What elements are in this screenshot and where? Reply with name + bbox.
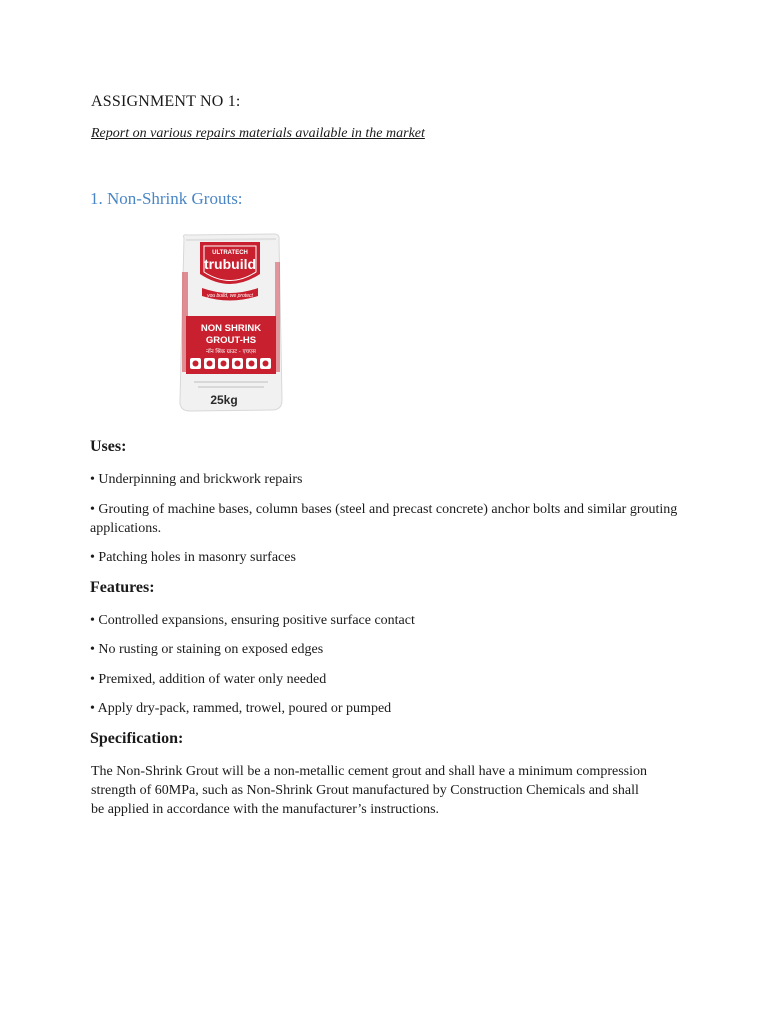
features-item: • Apply dry-pack, rammed, trowel, poured or pumped	[90, 701, 392, 716]
product-line1-text: NON SHRINK	[200, 323, 262, 334]
assignment-title: ASSIGNMENT NO 1:	[91, 93, 241, 110]
specification-heading: Specification:	[90, 730, 184, 747]
report-subtitle: Report on various repairs materials available in the market	[91, 126, 425, 141]
uses-item: • Underpinning and brickwork repairs	[90, 472, 303, 487]
uses-item: • Patching holes in masonry surfaces	[90, 550, 296, 565]
product-line2-text: GROUT-HS	[205, 335, 257, 346]
features-item: • Premixed, addition of water only needed	[90, 672, 327, 687]
hindi-label-text: नॉन श्रिंक ग्राउट - एचएस	[206, 349, 256, 355]
features-item: • No rusting or staining on exposed edges	[90, 642, 324, 657]
specification-paragraph: The Non-Shrink Grout will be a non-metallic cement grout and shall have a minimum compression strength of 60MPa, such as Non-Shrink Grout manufactured by Construction Chemicals and shall be applied in accordance with the manufacturer’s instructions.	[91, 764, 647, 817]
features-item: • Controlled expansions, ensuring positive surface contact	[90, 613, 415, 628]
uses-item: • Grouting of machine bases, column bases (steel and precast concrete) anchor bolts and similar grouting applications.	[90, 502, 678, 536]
features-heading: Features:	[90, 579, 155, 596]
product-bag-image	[176, 232, 286, 414]
tagline-text: you build, we protect	[207, 293, 253, 299]
section-heading-non-shrink-grouts: 1. Non-Shrink Grouts:	[90, 189, 243, 208]
brand-name-text: trubuild	[203, 256, 257, 272]
weight-text: 25kg	[210, 393, 238, 407]
uses-heading: Uses:	[90, 438, 127, 455]
brand-top-text: ULTRATECH	[212, 250, 248, 256]
